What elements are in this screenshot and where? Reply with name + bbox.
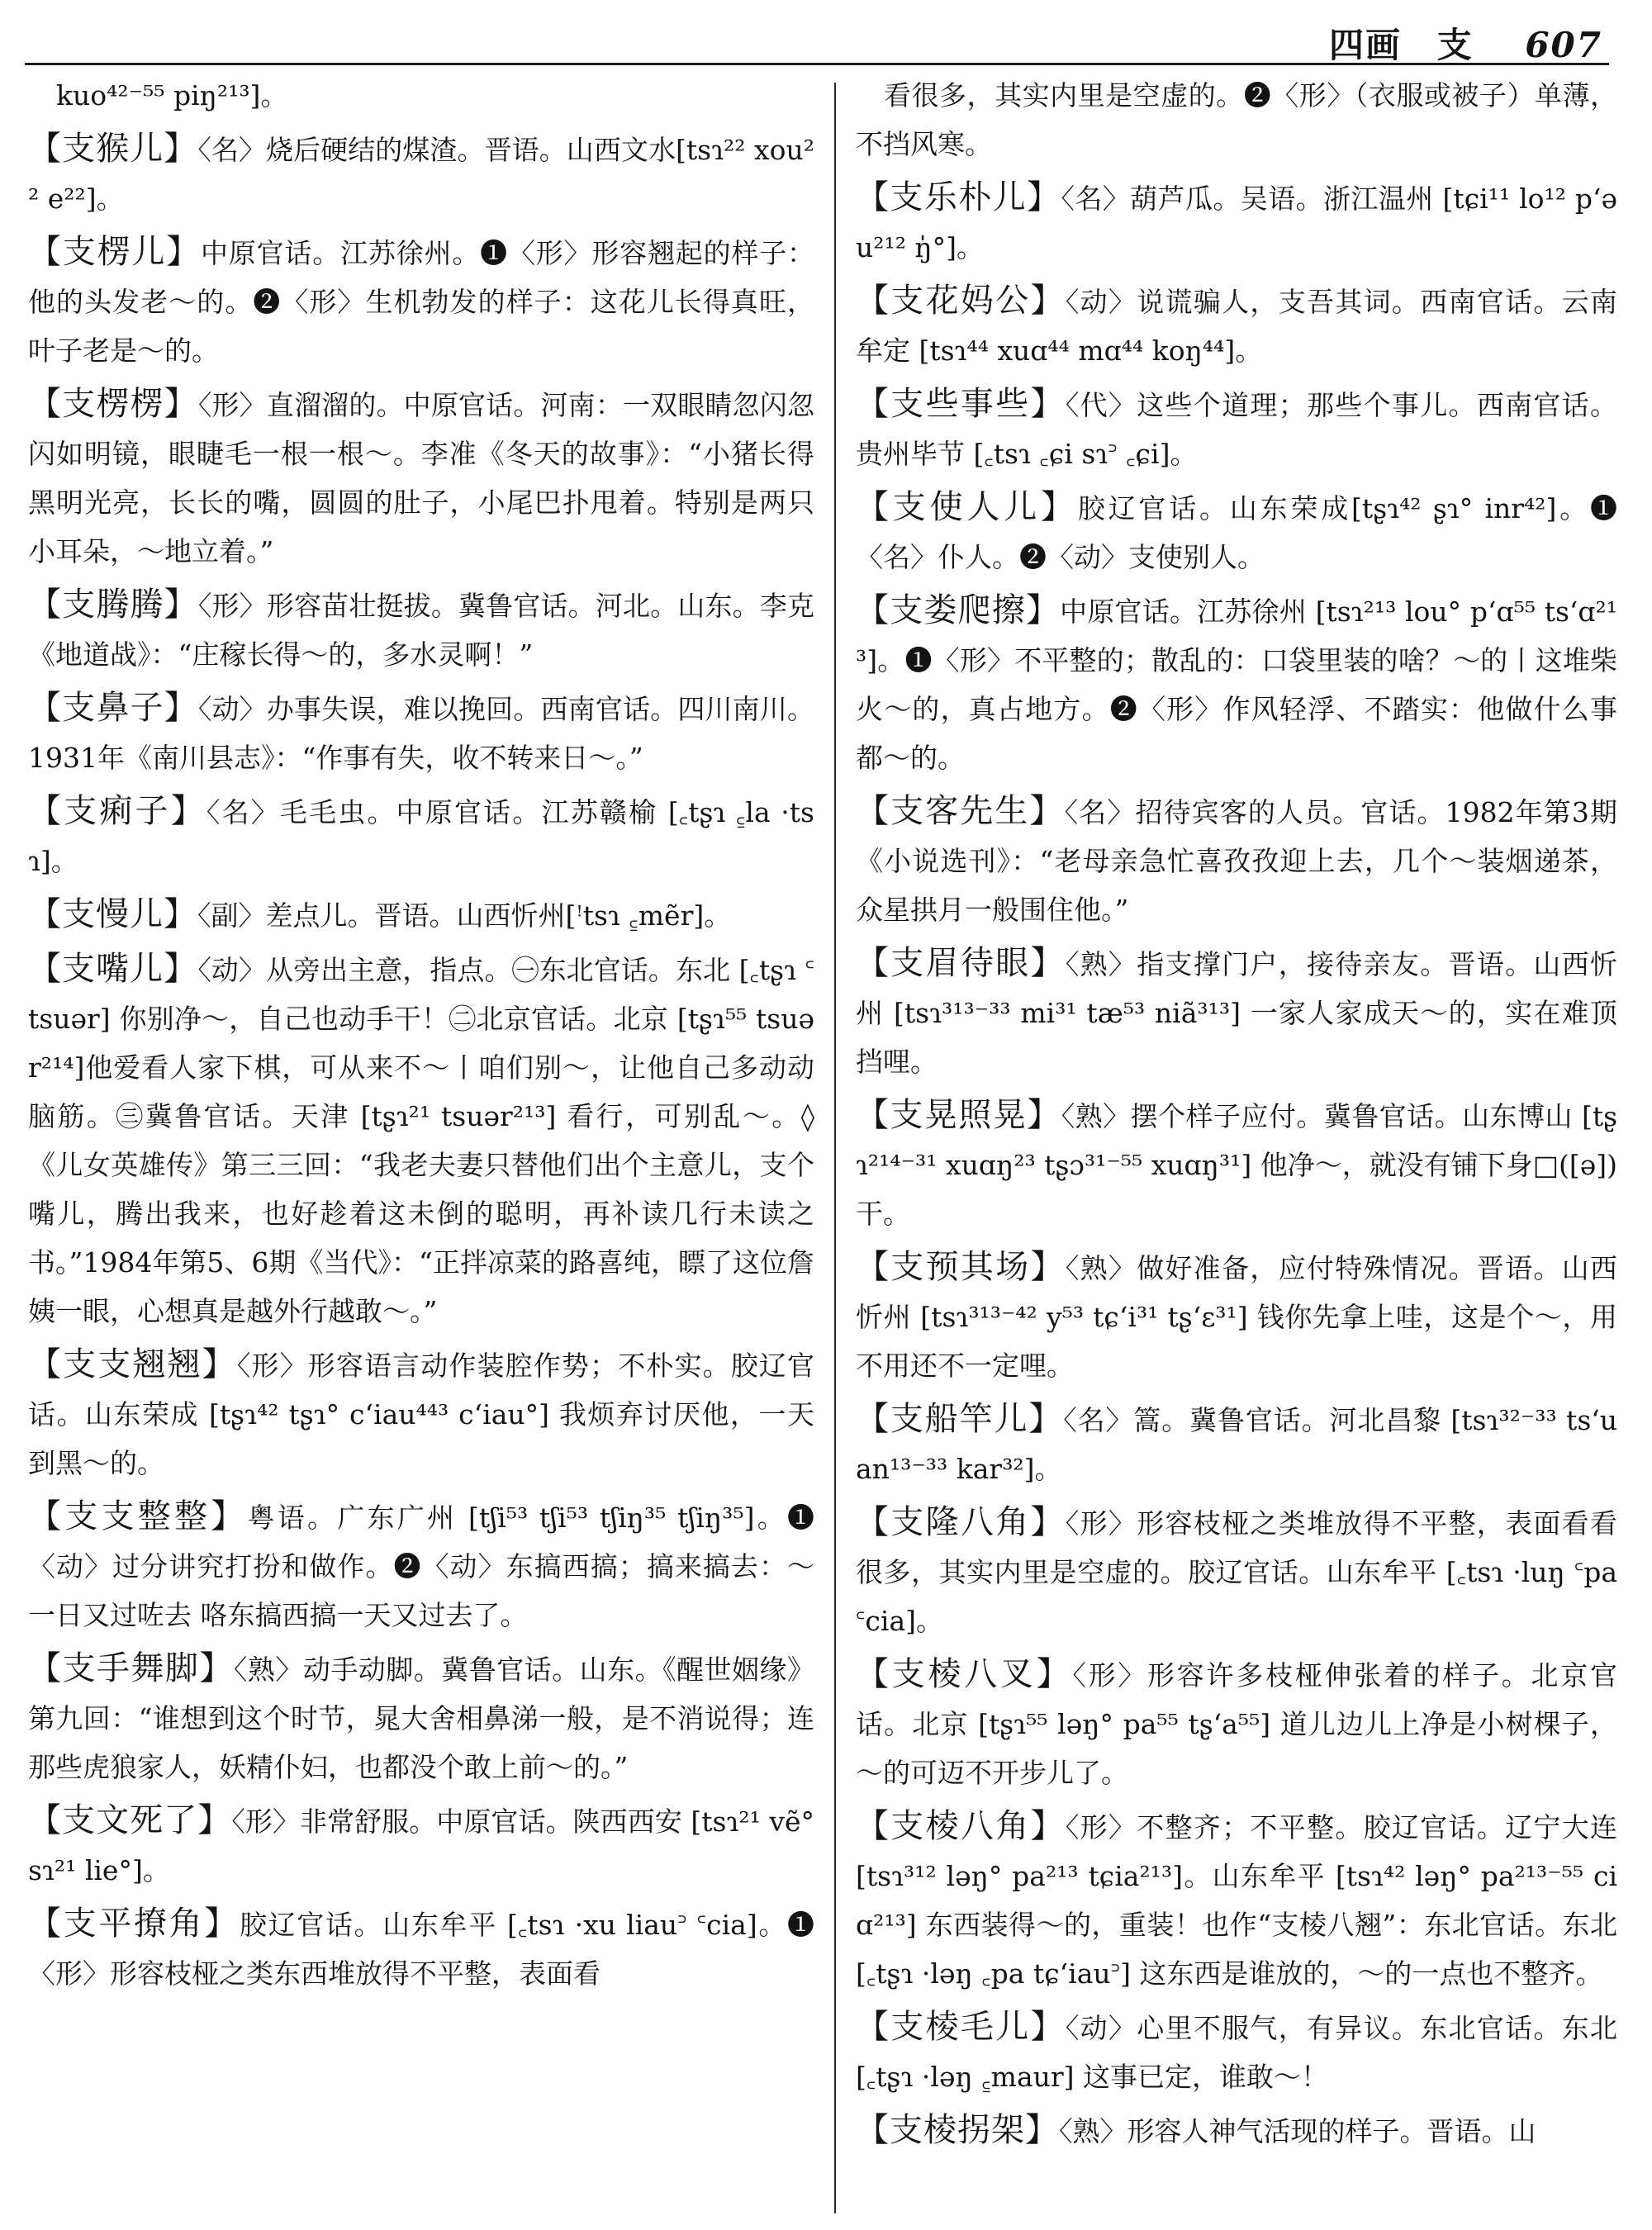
entry-definition: 〈动〉说谎骗人，支吾其词。西南官话。云南牟定 [tsɿ⁴⁴ xuɑ⁴⁴ mɑ⁴⁴ koŋ⁴⁴]。 <box>856 286 1617 367</box>
entry-headword: 【支支整整】 <box>28 1497 248 1535</box>
entry-headword: 【支棱拐架】 <box>856 2111 1059 2149</box>
dictionary-entry <box>28 228 814 375</box>
dictionary-entry <box>28 945 814 1336</box>
entry-definition: 〈熟〉动手动脚。冀鲁官话。山东。《醒世姻缘》第九回：“谁想到这个时节，晁大舍相鼻涕一般，是不消说得；连那些虎狼家人，妖精仆妇，也都没个敢上前～的。” <box>28 1654 814 1783</box>
dictionary-entry <box>856 1395 1617 1493</box>
dictionary-entry <box>856 71 1617 168</box>
dictionary-entry <box>856 277 1617 375</box>
entry-headword: 【支嘴儿】 <box>28 950 198 988</box>
dictionary-entry <box>28 1644 814 1791</box>
entry-headword: 【支乐朴儿】 <box>856 178 1061 216</box>
running-head <box>1308 18 1602 68</box>
entry-definition: 〈名〉篙。冀鲁官话。河北昌黎 [tsɿ³²⁻³³ tsʻuan¹³⁻³³ kar³²]。 <box>856 1404 1617 1485</box>
entry-headword: 【支隆八角】 <box>856 1503 1066 1541</box>
dictionary-entry <box>856 1091 1617 1238</box>
entry-definition: 〈形〉形容苗壮挺拔。冀鲁官话。河北。山东。李克《地道战》：“庄稼长得～的，多水灵啊！” <box>28 590 814 671</box>
entry-definition: 〈动〉心里不服气，有异议。东北官话。东北 [꜀tʂɿ ·ləŋ ꜁maur] 这事已定，谁敢～！ <box>856 2012 1617 2093</box>
left-column <box>28 71 814 2218</box>
entry-definition: 〈名〉毛毛虫。中原官话。江苏赣榆 [꜀tʂɿ ꜁la ·tsɿ]。 <box>28 796 814 877</box>
dictionary-entry <box>28 787 814 885</box>
entry-definition: 〈形〉形容许多枝桠伸张着的样子。北京官话。北京 [tʂɿ⁵⁵ ləŋ° pa⁵⁵ tʂʻa⁵⁵] 道儿边儿上净是小树棵子，～的可迈不开步儿了。 <box>856 1659 1617 1789</box>
dictionary-entry <box>856 2106 1617 2156</box>
entry-headword: 【支客先生】 <box>856 792 1065 830</box>
dictionary-entry <box>856 939 1617 1086</box>
dictionary-entry <box>28 1492 814 1639</box>
entry-definition: 〈形〉形容枝桠之类堆放得不平整，表面看看很多，其实内里是空虚的。胶辽官话。山东牟平 [꜀tsɿ ·luŋ ꜂pa ꜂cia]。 <box>856 1507 1617 1637</box>
dictionary-entry <box>856 1498 1617 1645</box>
entry-definition: 〈形〉形容语言动作装腔作势；不朴实。胶辽官话。山东荣成 [tʂɿ⁴² tʂɿ° cʻiau⁴⁴³ cʻiau°] 我烦弃讨厌他，一天到黑～的。 <box>28 1350 814 1479</box>
entry-headword: 【支使人儿】 <box>856 488 1078 526</box>
dictionary-entry <box>856 483 1617 581</box>
dictionary-entry <box>28 1900 814 1998</box>
entry-headword: 【支预其场】 <box>856 1248 1066 1286</box>
entry-headword: 【支痢子】 <box>28 792 206 830</box>
entry-headword: 【支腾腾】 <box>28 586 198 624</box>
page-header <box>25 12 1609 65</box>
dictionary-entry <box>28 380 814 576</box>
entry-headword: 【支鼻子】 <box>28 689 198 727</box>
column-divider <box>834 83 836 2213</box>
entry-definition: 〈形〉不整齐；不平整。胶辽官话。辽宁大连 [tsɿ³¹² ləŋ° pa²¹³ tɕia²¹³]。山东牟平 [tsɿ⁴² ləŋ° pa²¹³⁻⁵⁵ ciɑ²¹³] 东西装得～的，重装！也作“支棱八翘”：东北官话。东北[꜀tʂɿ ·ləŋ ꜀pa tɕʻiau꜄] 这东西是谁放的，～的一点也不整齐。 <box>856 1811 1617 1990</box>
entry-headword: 【支娄爬擦】 <box>856 591 1061 629</box>
entry-definition: 中原官话。江苏徐州。❶〈形〉形容翘起的样子：他的头发老～的。❷〈形〉生机勃发的样子：这花儿长得真旺，叶子老是～的。 <box>28 237 814 367</box>
entry-headword: 【支慢儿】 <box>28 895 197 933</box>
entry-definition: 胶辽官话。山东荣成[tʂɿ⁴² ʂɿ° inr⁴²]。❶〈名〉仆人。❷〈动〉支使别人。 <box>856 492 1617 573</box>
dictionary-entry <box>856 787 1617 934</box>
dictionary-entry <box>28 684 814 782</box>
entry-headword: 【支些事些】 <box>856 385 1066 423</box>
entry-headword: 【支棱八角】 <box>856 1807 1066 1845</box>
entry-definition: 看很多，其实内里是空虚的。❷〈形〉（衣服或被子）单薄，不挡风寒。 <box>856 79 1617 160</box>
entry-definition: 〈代〉这些个道理；那些个事儿。西南官话。贵州毕节 [꜀tsɿ ꜀ɕi sɿ꜄ ꜀ɕi]。 <box>856 389 1617 470</box>
entry-headword: 【支船竿儿】 <box>856 1400 1064 1438</box>
dictionary-entry <box>856 2003 1617 2101</box>
entry-definition: 粤语。广东广州 [tʃi⁵³ tʃi⁵³ tʃiŋ³⁵ tʃiŋ³⁵]。❶〈动〉过分讲究打扮和做作。❷〈动〉东搞西搞；搞来搞去：～一日又过咗去 咯东搞西搞一天又过去了。 <box>28 1502 814 1631</box>
dictionary-entry <box>856 1650 1617 1797</box>
entry-definition: 〈动〉从旁出主意，指点。㊀东北官话。东北 [꜀tʂɿ ꜂tsuər] 你别净～，自己也动手干！㊁北京官话。北京 [tʂɿ⁵⁵ tsuər²¹⁴]他爱看人家下棋，可从来不～丨咱们别～，让他自己多动动脑筋。㊂冀鲁官话。天津 [tʂɿ²¹ tsuər²¹³] 看行，可别乱～。◊《儿女英雄传》第三三回：“我老夫妻只替他们出个主意儿，支个嘴儿，腾出我来，也好趁着这未倒的聪明，再补读几行未读之书。”1984年第5、6期《当代》：“正拌凉菜的路喜纯，瞟了这位詹姨一眼，心想真是越外行越敢～。” <box>28 954 814 1327</box>
right-column <box>856 71 1617 2218</box>
dictionary-entry <box>28 581 814 679</box>
radical-label: 支 <box>1436 25 1474 65</box>
entry-definition: 〈形〉直溜溜的。中原官话。河南：一双眼睛忽闪忽闪如明镜，眼睫毛一根一根～。李准《冬天的故事》：“小猪长得黑明光亮，长长的嘴，圆圆的肚子，小尾巴扑甩着。特别是两只小耳朵，～地立着。” <box>28 389 814 567</box>
entry-headword: 【支手舞脚】 <box>28 1649 234 1687</box>
entry-definition: 〈熟〉指支撑门户，接待亲友。晋语。山西忻州 [tsɿ³¹³⁻³³ mi³¹ tæ⁵³ niã³¹³] 一家人家成天～的，实在难顶挡哩。 <box>856 948 1617 1078</box>
entry-definition: 〈动〉办事失误，难以挽回。西南官话。四川南川。1931年《南川县志》：“作事有失，收不转来日～。” <box>28 693 814 774</box>
entry-headword: 【支楞楞】 <box>28 385 198 423</box>
entry-definition: 〈熟〉做好准备，应付特殊情况。晋语。山西忻州 [tsɿ³¹³⁻⁴² y⁵³ tɕʻi³¹ tʂʻɛ³¹] 钱你先拿上哇，这是个～，用不用还不一定哩。 <box>856 1252 1617 1382</box>
dictionary-entry <box>28 1340 814 1487</box>
entry-definition: 〈名〉葫芦瓜。吴语。浙江温州 [tɕi¹¹ lo¹² pʻəu²¹² ŋ̍°]。 <box>856 183 1617 263</box>
dictionary-entry <box>856 586 1617 782</box>
dictionary-entry <box>856 1243 1617 1390</box>
entry-definition: 〈副〉差点儿。晋语。山西忻州[ꜝtsɿ ꜁mẽr]。 <box>197 899 732 932</box>
page-number: 607 <box>1525 25 1602 65</box>
entry-definition: 中原官话。江苏徐州 [tsɿ²¹³ lou° pʻɑ⁵⁵ tsʻɑ²¹³]。❶〈形〉不平整的；散乱的：口袋里装的啥？～的丨这堆柴火～的，真占地方。❷〈形〉作风轻浮、不踏实：他做什么事都～的。 <box>856 595 1617 774</box>
entry-definition: 〈熟〉摆个样子应付。冀鲁官话。山东博山 [tʂɿ²¹⁴⁻³¹ xuɑŋ²³ tʂɔ³¹⁻⁵⁵ xuɑŋ³¹] 他净～，就没有铺下身□([ə])干。 <box>856 1100 1617 1230</box>
entry-definition: 〈名〉招待宾客的人员。官话。1982年第3期《小说选刊》：“老母亲急忙喜孜孜迎上去，几个～装烟递茶，众星拱月一般围住他。” <box>856 796 1617 926</box>
entry-headword: 【支花妈公】 <box>856 282 1066 320</box>
entry-definition: kuo⁴²⁻⁵⁵ piŋ²¹³]。 <box>56 79 288 112</box>
dictionary-entry <box>28 1796 814 1895</box>
entry-definition: 胶辽官话。山东牟平 [꜀tsɿ ·xu liau꜄ ꜂cia]。❶〈形〉形容枝桠之类东西堆放得不平整，表面看 <box>28 1909 814 1990</box>
dictionary-entry <box>856 1802 1617 1998</box>
entry-definition: 〈名〉烧后硬结的煤渣。晋语。山西文水[tsɿ²² xou²² e²²]。 <box>28 134 814 215</box>
entry-headword: 【支支翘翘】 <box>28 1345 237 1383</box>
entry-headword: 【支楞儿】 <box>28 233 202 271</box>
dictionary-entry <box>28 71 814 120</box>
entry-headword: 【支眉待眼】 <box>856 944 1066 982</box>
entry-headword: 【支棱八叉】 <box>856 1655 1073 1693</box>
dictionary-entry <box>28 890 814 940</box>
dictionary-entry <box>856 380 1617 478</box>
section-label: 四画 <box>1329 25 1403 65</box>
entry-definition: 〈熟〉形容人神气活现的样子。晋语。山 <box>1059 2115 1536 2147</box>
entry-headword: 【支猴儿】 <box>28 130 198 168</box>
entry-headword: 【支棱毛儿】 <box>856 2008 1066 2046</box>
entry-definition: 〈形〉非常舒服。中原官话。陕西西安 [tsɿ²¹ vẽ° sɿ²¹ lie°]。 <box>28 1805 814 1886</box>
entry-headword: 【支平撩角】 <box>28 1905 240 1943</box>
entry-headword: 【支文死了】 <box>28 1801 232 1839</box>
entry-headword: 【支晃照晃】 <box>856 1096 1061 1134</box>
dictionary-entry <box>28 125 814 223</box>
dictionary-entry <box>856 173 1617 272</box>
